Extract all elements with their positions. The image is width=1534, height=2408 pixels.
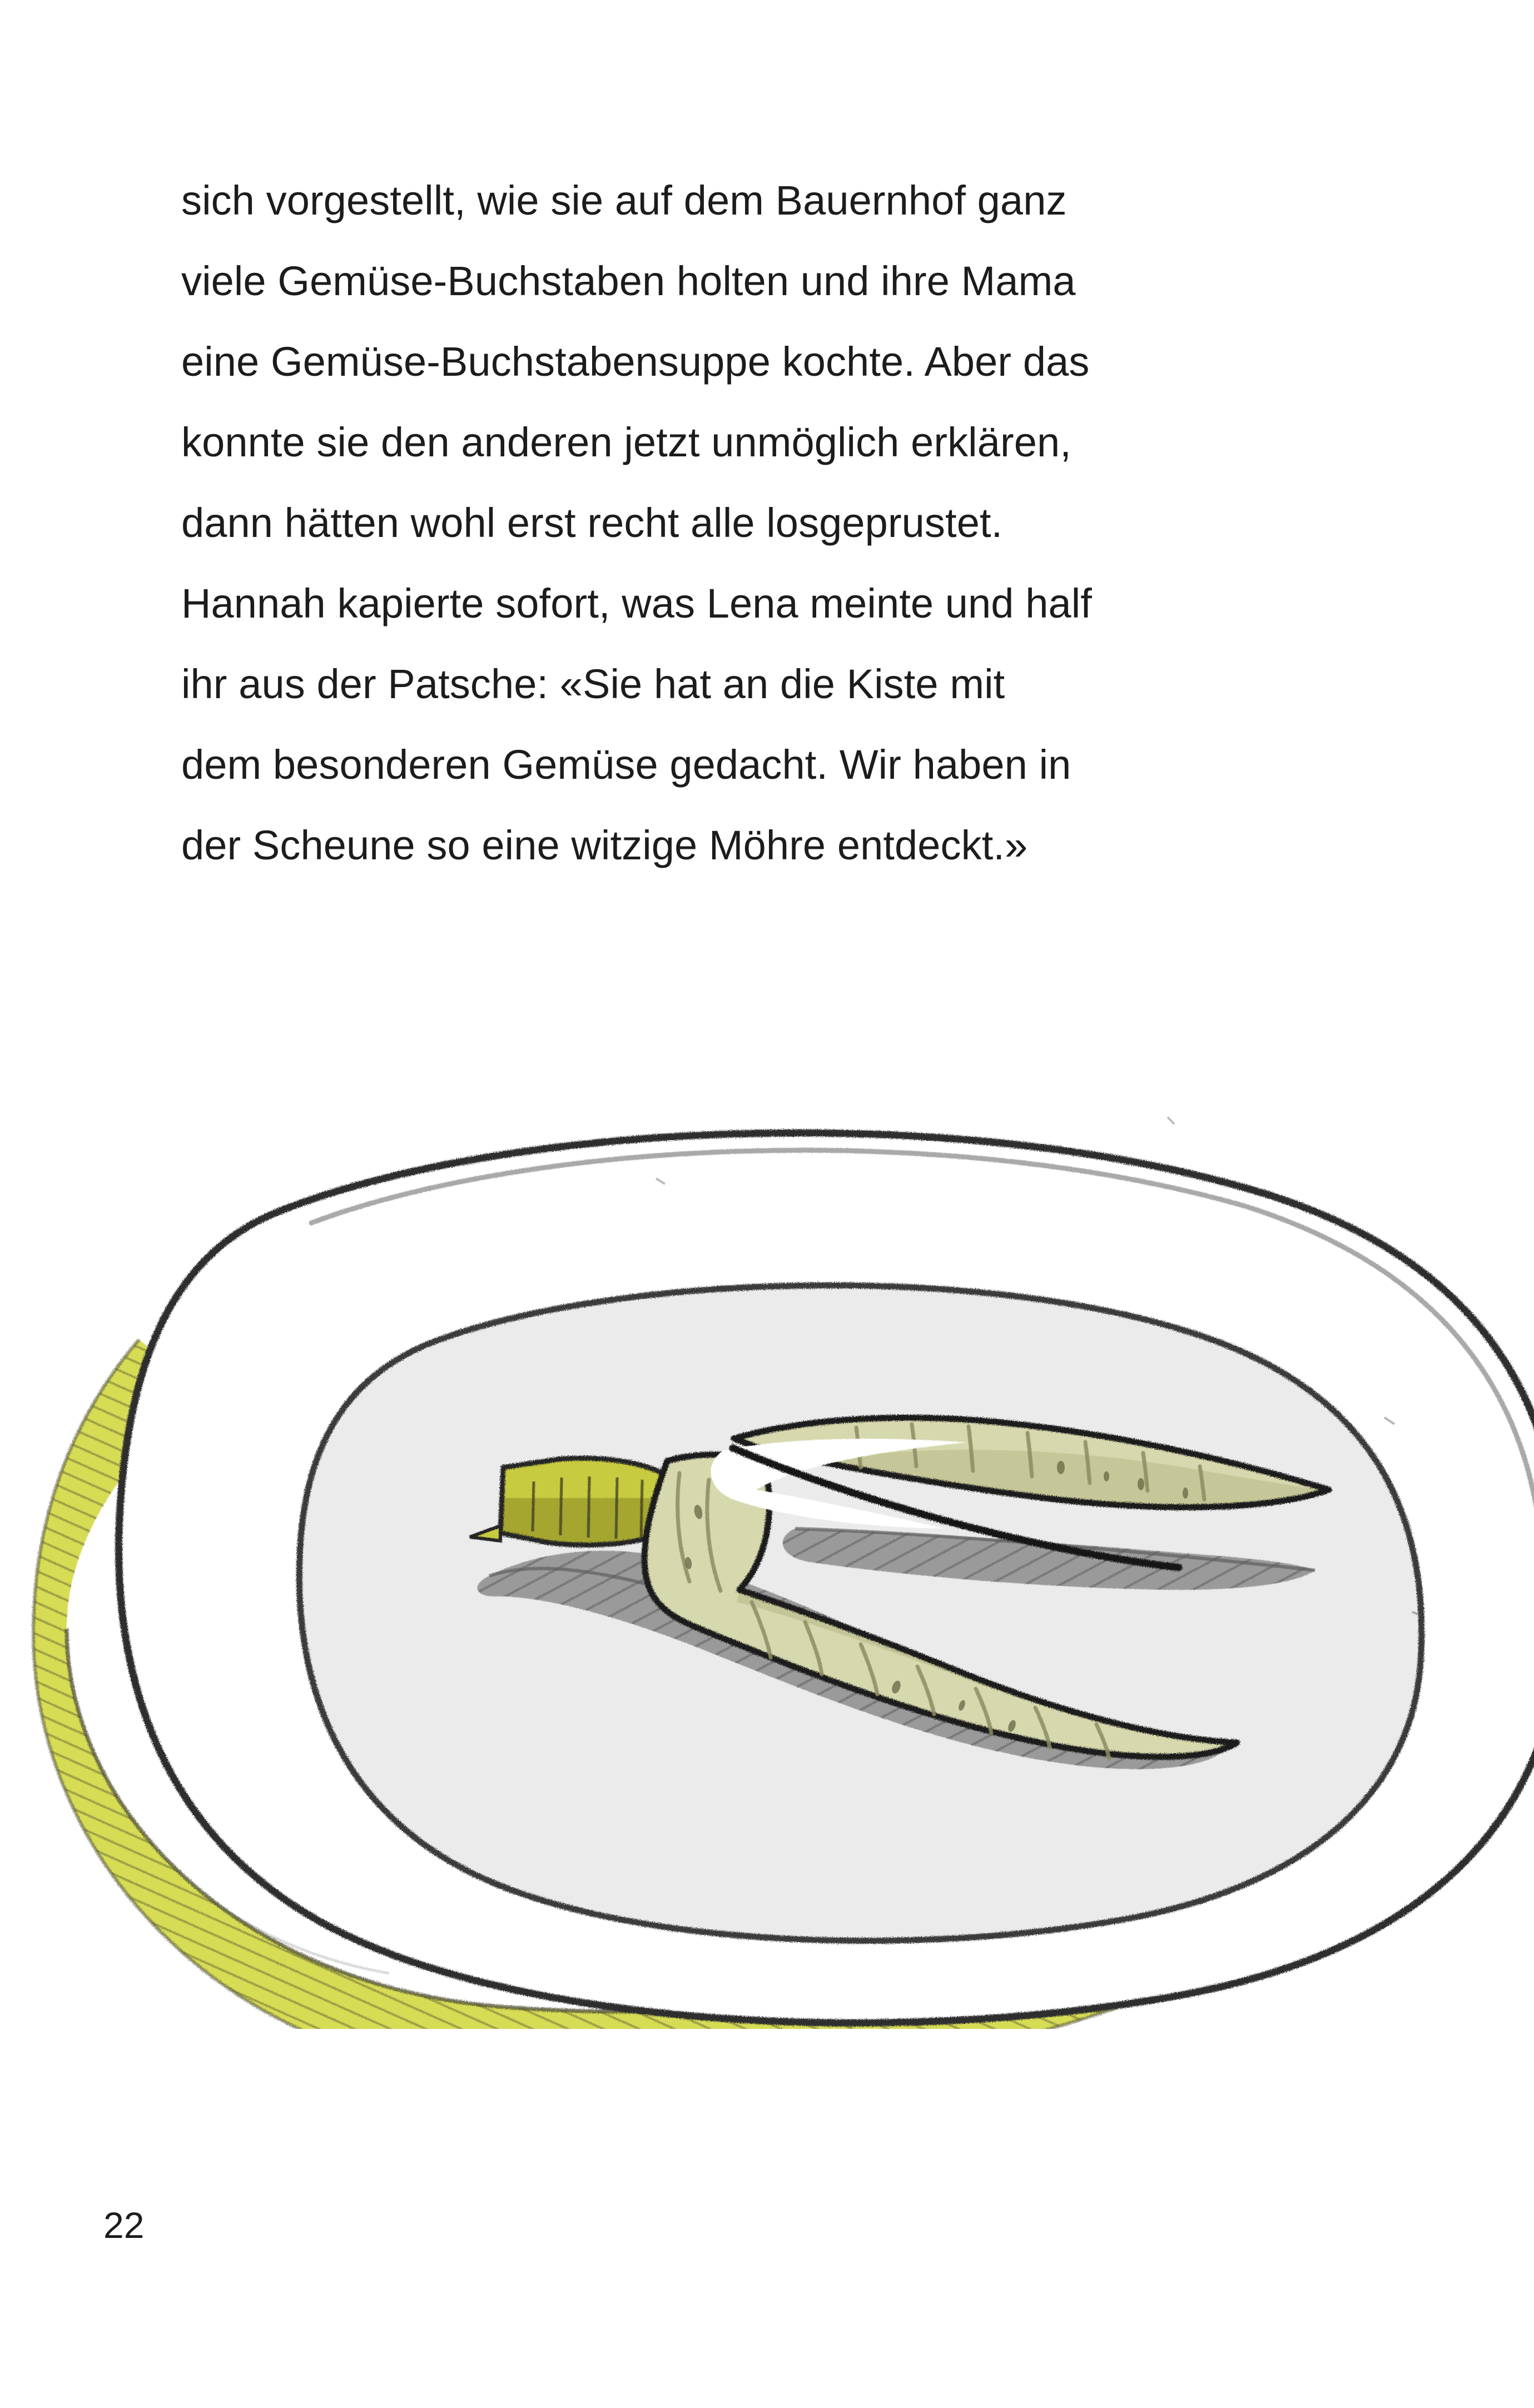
plate-inner-well <box>299 1285 1421 1941</box>
text-line: eine Gemüse-Buchstabensuppe kochte. Aber das <box>181 339 1090 385</box>
text-line: konnte sie den anderen jetzt unmöglich erklären, <box>181 419 1071 465</box>
text-line: sich vorgestellt, wie sie auf dem Bauernhof ganz <box>181 177 1067 223</box>
carrot-plate-illustration <box>0 1028 1534 2029</box>
text-line: ihr aus der Patsche: «Sie hat an die Kiste mit <box>181 661 1005 707</box>
text-line: Hannah kapierte sofort, was Lena meinte und half <box>181 580 1092 626</box>
body-text-block <box>181 160 1382 885</box>
text-line: der Scheune so eine witzige Möhre entdeckt.» <box>181 822 1028 868</box>
text-line: dann hätten wohl erst recht alle losgeprustet. <box>181 500 1003 546</box>
page-number: 22 <box>103 2205 145 2246</box>
text-line: dem besonderen Gemüse gedacht. Wir haben in <box>181 742 1071 788</box>
text-line: viele Gemüse-Buchstaben holten und ihre Mama <box>181 258 1076 304</box>
